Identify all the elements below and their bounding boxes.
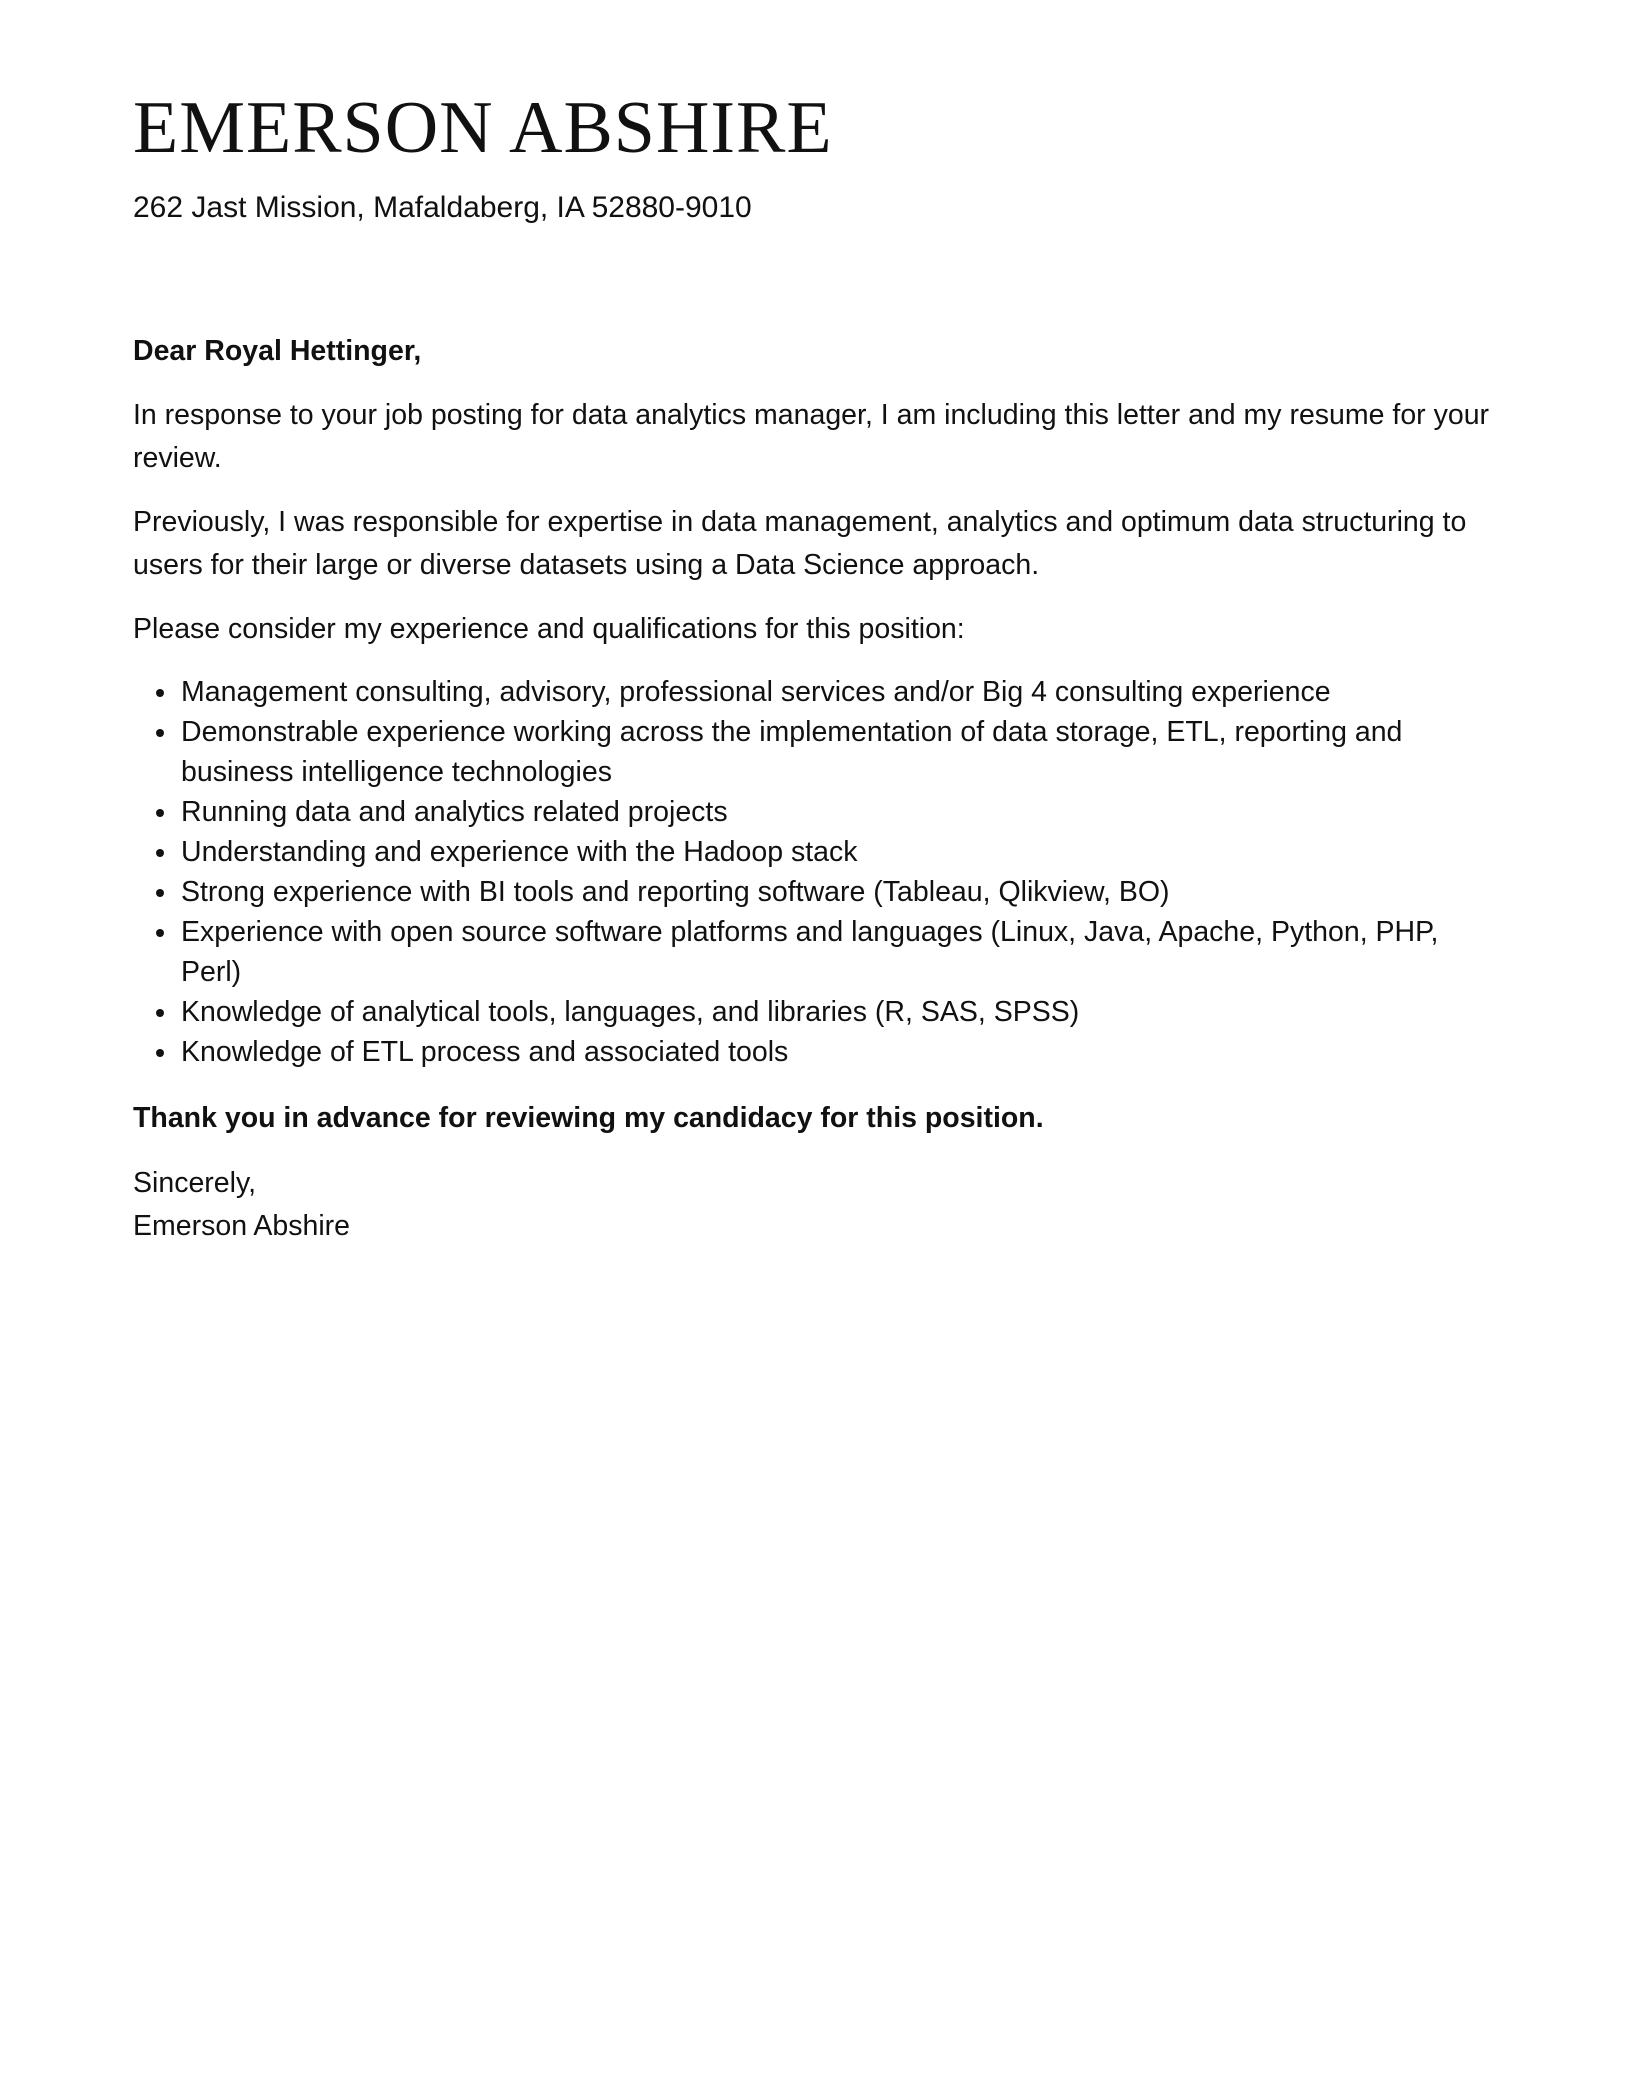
qualifications-list	[133, 672, 1493, 1072]
intro-paragraph: In response to your job posting for data analytics manager, I am including this letter and my resume for your review.	[133, 399, 1490, 474]
list-item: Knowledge of ETL process and associated tools	[181, 1032, 1493, 1072]
list-item: Knowledge of analytical tools, languages, and libraries (R, SAS, SPSS)	[181, 992, 1493, 1032]
list-item: Strong experience with BI tools and reporting software (Tableau, Qlikview, BO)	[181, 872, 1493, 912]
experience-paragraph: Previously, I was responsible for expertise in data management, analytics and optimum data structuring to users for their large or diverse datasets using a Data Science approach.	[133, 506, 1467, 581]
list-item: Running data and analytics related projects	[181, 792, 1493, 832]
greeting: Dear Royal Hettinger,	[133, 335, 422, 367]
closing-statement: Thank you in advance for reviewing my candidacy for this position.	[133, 1102, 1044, 1134]
applicant-name: EMERSON ABSHIRE	[133, 87, 833, 169]
list-item: Management consulting, advisory, professional services and/or Big 4 consulting experience	[181, 672, 1493, 712]
qualifications-intro: Please consider my experience and qualifications for this position:	[133, 613, 965, 645]
list-item: Experience with open source software platforms and languages (Linux, Java, Apache, Python, PHP, Perl)	[181, 912, 1493, 992]
list-item: Demonstrable experience working across the implementation of data storage, ETL, reporting and business intelligence technologies	[181, 712, 1493, 792]
list-item: Understanding and experience with the Hadoop stack	[181, 832, 1493, 872]
signature: Emerson Abshire	[133, 1210, 351, 1242]
letter-body	[133, 330, 1493, 1248]
applicant-address: 262 Jast Mission, Mafaldaberg, IA 52880-9010	[133, 191, 752, 224]
signoff: Sincerely,	[133, 1167, 257, 1199]
